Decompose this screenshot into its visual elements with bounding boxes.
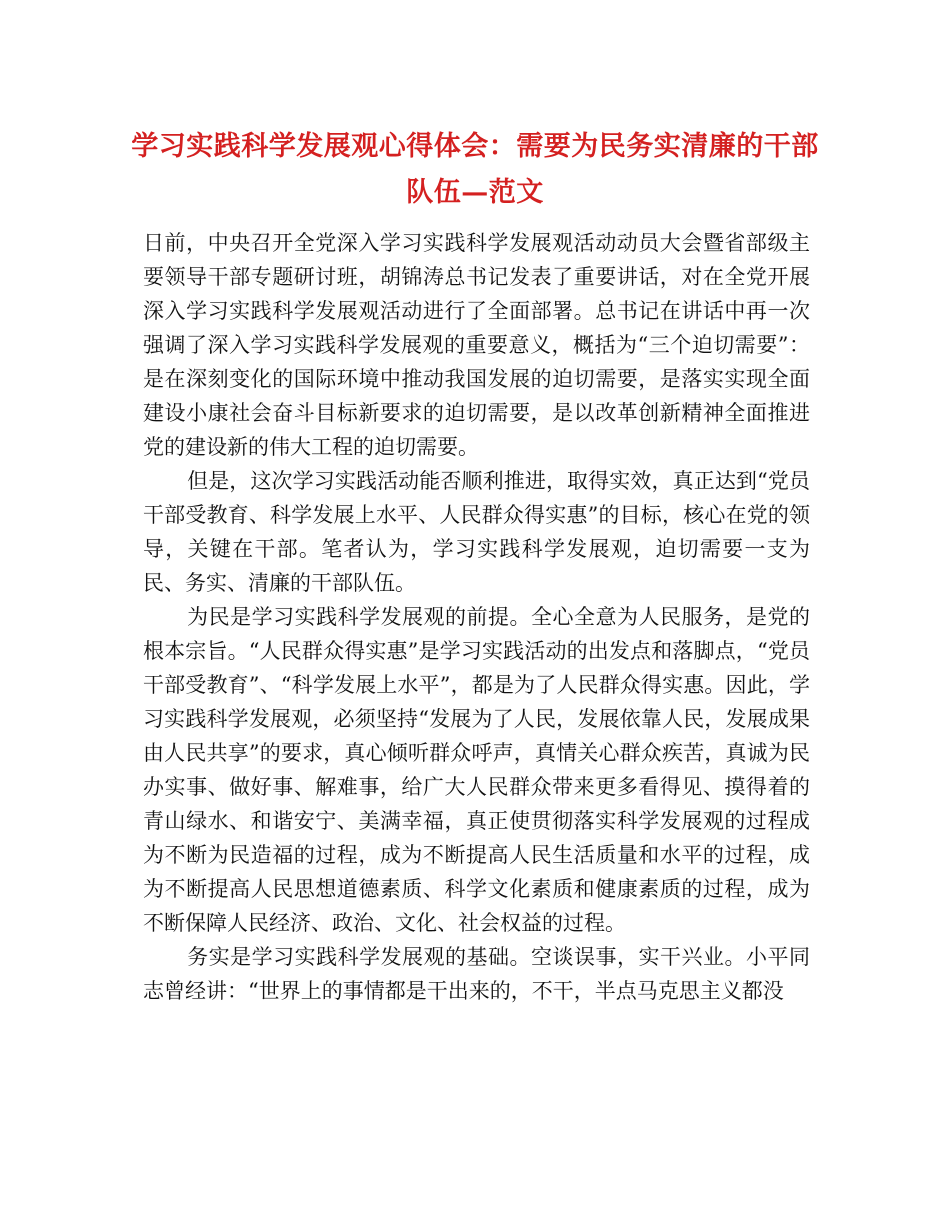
document-body [143, 226, 810, 1008]
paragraph-2: 但是，这次学习实践活动能否顺利推进，取得实效，真正达到“党员干部受教育、科学发展上水平、人民群众得实惠”的目标，核心在党的领导，关键在干部。笔者认为，学习实践科学发展观，迫切需要一支为民、务实、清廉的干部队伍。 [143, 469, 810, 595]
paragraph-3: 为民是学习实践科学发展观的前提。全心全意为人民服务，是党的根本宗旨。“人民群众得实惠”是学习实践活动的出发点和落脚点，“党员干部受教育”、“科学发展上水平”，都是为了人民群众得实惠。因此，学习实践科学发展观，必须坚持“发展为了人民，发展依靠人民，发展成果由人民共享”的要求，真心倾听群众呼声，真情关心群众疾苦，真诚为民办实事、做好事、解难事，给广大人民群众带来更多看得见、摸得着的青山绿水、和谐安宁、美满幸福，真正使贯彻落实科学发展观的过程成为不断为民造福的过程，成为不断提高人民生活质量和水平的过程，成为不断提高人民思想道德素质、科学文化素质和健康素质的过程，成为不断保障人民经济、政治、文化、社会权益的过程。 [143, 605, 810, 935]
document-title: 学习实践科学发展观心得体会：需要为民务实清廉的干部队伍—范文 [131, 131, 819, 208]
paragraph-4: 务实是学习实践科学发展观的基础。空谈误事，实干兴业。小平同志曾经讲：“世界上的事情都是干出来的，不干，半点马克思主义都没 [143, 945, 810, 1003]
paragraph-1: 日前，中央召开全党深入学习实践科学发展观活动动员大会暨省部级主要领导干部专题研讨班，胡锦涛总书记发表了重要讲话，对在全党开展深入学习实践科学发展观活动进行了全面部署。总书记在讲话中再一次强调了深入学习实践科学发展观的重要意义，概括为“三个迫切需要”：是在深刻变化的国际环境中推动我国发展的迫切需要，是落实实现全面建设小康社会奋斗目标新要求的迫切需要，是以改革创新精神全面推进党的建设新的伟大工程的迫切需要。 [143, 231, 810, 459]
